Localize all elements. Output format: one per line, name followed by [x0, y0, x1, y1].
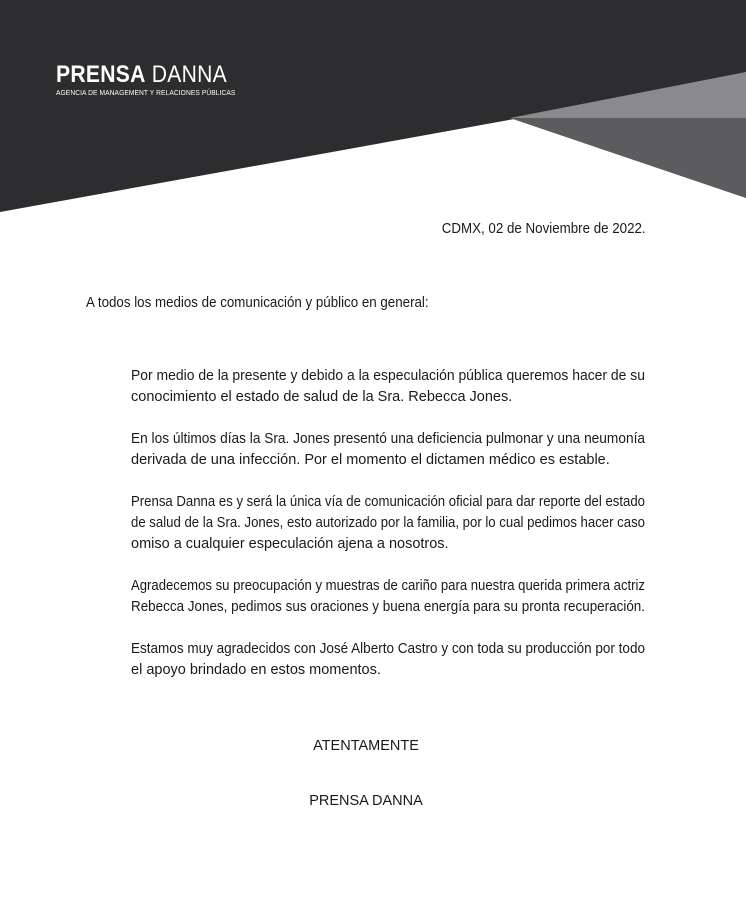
- paragraph-line: el apoyo brindado en estos momentos.: [131, 662, 381, 678]
- paragraph-line: Estamos muy agradecidos con José Alberto Castro y con toda su producción por todo: [131, 641, 645, 657]
- letter-date: CDMX, 02 de Noviembre de 2022.: [442, 221, 646, 237]
- body-paragraph: [131, 492, 645, 555]
- company-logo: [56, 62, 255, 97]
- paragraph-line: omiso a cualquier especulación ajena a nosotros.: [131, 536, 449, 552]
- paragraph-line: conocimiento el estado de salud de la Sra. Rebecca Jones.: [131, 389, 513, 405]
- paragraph-line: de salud de la Sra. Jones, esto autorizado por la familia, por lo cual pedimos hacer caso: [131, 515, 645, 531]
- paragraph-line: Agradecemos su preocupación y muestras de cariño para nuestra querida primera actriz: [131, 578, 645, 594]
- paragraph-line: derivada de una infección. Por el momento el dictamen médico es estable.: [131, 452, 610, 468]
- logo-name-bold: PRENSA: [56, 61, 146, 88]
- logo-tagline: AGENCIA DE MANAGEMENT Y RELACIONES PÚBLICAS: [56, 88, 236, 97]
- body-paragraph: [131, 366, 645, 408]
- paragraph-line: Rebecca Jones, pedimos sus oraciones y buena energía para su pronta recuperación.: [131, 599, 645, 615]
- paragraph-line: Prensa Danna es y será la única vía de comunicación oficial para dar reporte del estado: [131, 494, 645, 510]
- body-paragraph: [131, 639, 645, 681]
- letter-body: [131, 366, 645, 702]
- banner-mid-shape: [510, 118, 746, 198]
- paragraph-line: En los últimos días la Sra. Jones presentó una deficiencia pulmonar y una neumonía: [131, 431, 645, 447]
- body-paragraph: [131, 429, 645, 471]
- paragraph-line: Por medio de la presente y debido a la especulación pública queremos hacer de su: [131, 368, 645, 384]
- letterhead-banner: [0, 0, 746, 215]
- letter-salutation: A todos los medios de comunicación y público en general:: [86, 295, 429, 311]
- logo-name: [56, 62, 231, 88]
- body-paragraph: [131, 576, 645, 618]
- letter-closing: ATENTAMENTE: [313, 738, 419, 754]
- letter-signature: PRENSA DANNA: [309, 793, 423, 809]
- logo-name-light: DANNA: [151, 61, 227, 88]
